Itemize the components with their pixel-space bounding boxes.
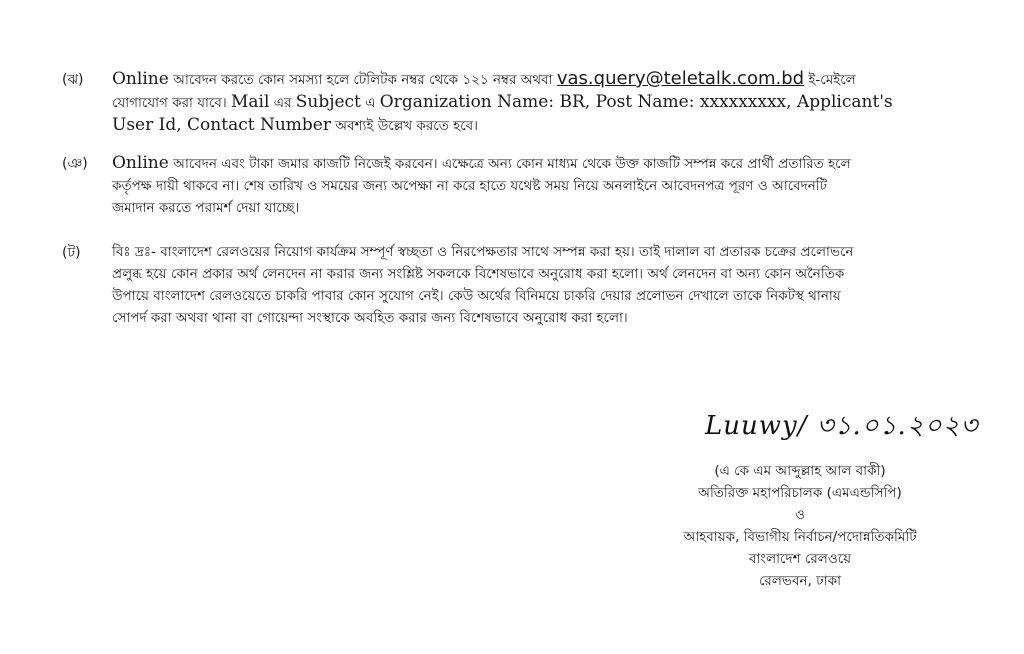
text-line: [112, 152, 1012, 175]
item-body: [112, 241, 1012, 329]
text-run: Mail: [231, 92, 270, 112]
text-run: সোপর্দ করা অথবা থানা বা গোয়েন্দা সংস্থাকে অবহিত করার জন্য বিশেষভাবে অনুরোধ করা হলো।: [112, 310, 628, 326]
text-run: এর: [269, 95, 296, 111]
text-run: জমাদান করতে পরামর্শ দেয়া যাচ্ছে।: [112, 200, 300, 216]
text-line: [112, 175, 1012, 197]
text-line: [112, 91, 1012, 114]
text-run: আবেদন এবং টাকা জমার কাজটি নিজেই করবেন। এক্ষেত্রে অন্য কোন মাধ্যম থেকে উক্ত কাজটি সম্পন্ন করে প্রার্থী প্রতারিত হলে: [168, 156, 851, 172]
signatory-name: (এ কে এম আব্দুল্লাহ আল বাকী): [714, 463, 886, 479]
text-line: [112, 285, 1012, 307]
text-run: Online: [112, 153, 169, 173]
text-run: ই-মেইলে: [804, 72, 856, 88]
text-run: Organization Name: BR, Post Name: xxxxxxxxx, Applicant's: [379, 92, 893, 112]
signature-block: [600, 460, 1000, 592]
text-run: কর্তৃপক্ষ দায়ী থাকবে না। শেষ তারিখ ও সময়ের জন্য অপেক্ষা না করে হাতে যথেষ্ট সময় নিয়ে অনলাইনে আবেদনপত্র পূরণ ও আবেদনটি: [112, 178, 828, 194]
text-run: প্রলুব্ধ হয়ে কোন প্রকার অর্থ লেনদেন না করার জন্য সংশ্লিষ্ট সকলকে বিশেষভাবে অনুরোধ করা হলো। অর্থ লেনদেন বা অন্য কোন অনৈতিক: [112, 266, 845, 282]
handwritten-signature: Luuwy/ ৩১.০১.২০২৩: [705, 411, 979, 441]
text-run: Subject: [295, 92, 361, 112]
signatory-organization: বাংলাদেশ রেলওয়ে: [748, 551, 852, 567]
item-body: [112, 152, 1012, 219]
text-run: এ: [360, 95, 380, 111]
text-line: [112, 114, 1012, 137]
item-marker: (ঞ): [62, 156, 88, 172]
text-line: [112, 307, 1012, 329]
text-line: [112, 68, 1012, 91]
signatory-address: রেলভবন, ঢাকা: [758, 573, 842, 589]
signatory-role: আহবায়ক, বিভাগীয় নির্বাচন/পদোন্নতিকমিটি: [683, 529, 917, 545]
text-run: আবেদন করতে কোন সমস্যা হলে টেলিটক নম্বর থেকে ১২১ নম্বর অথবা: [168, 72, 557, 88]
email-link[interactable]: vas.query@teletalk.com.bd: [556, 68, 805, 89]
item-marker: (ট): [62, 245, 81, 261]
item-marker: (ঝ): [62, 72, 84, 88]
text-run: অবশ্যই উল্লেখ করতে হবে।: [330, 118, 478, 134]
text-run: বিঃ দ্রঃ- বাংলাদেশ রেলওয়ের নিয়োগ কার্যক্রম সম্পূর্ণ স্বচ্ছতা ও নিরপেক্ষতার সাথে সম্পন্ন করা হয়। তাই দালাল বা প্রতারক চক্রের প্রলোভনে: [112, 244, 854, 260]
text-line: [112, 197, 1012, 219]
signatory-designation: অতিরিক্ত মহাপরিচালক (এমএন্ডসিপি): [698, 485, 902, 501]
text-run: যোগাযোগ করা যাবে।: [112, 95, 232, 111]
text-run: Online: [112, 69, 169, 89]
item-body: [112, 68, 1012, 137]
text-run: User Id, Contact Number: [112, 115, 331, 135]
text-line: [112, 263, 1012, 285]
text-run: উপায়ে বাংলাদেশ রেলওয়েতে চাকরি পাবার কোন সুযোগ নেই। কেউ অর্থের বিনিময়ে চাকরি দেয়ার প্রলোভন দেখালে তাকে নিকটস্থ থানায়: [112, 288, 841, 304]
text-line: [112, 241, 1012, 263]
signatory-conjunction: ও: [795, 507, 805, 523]
